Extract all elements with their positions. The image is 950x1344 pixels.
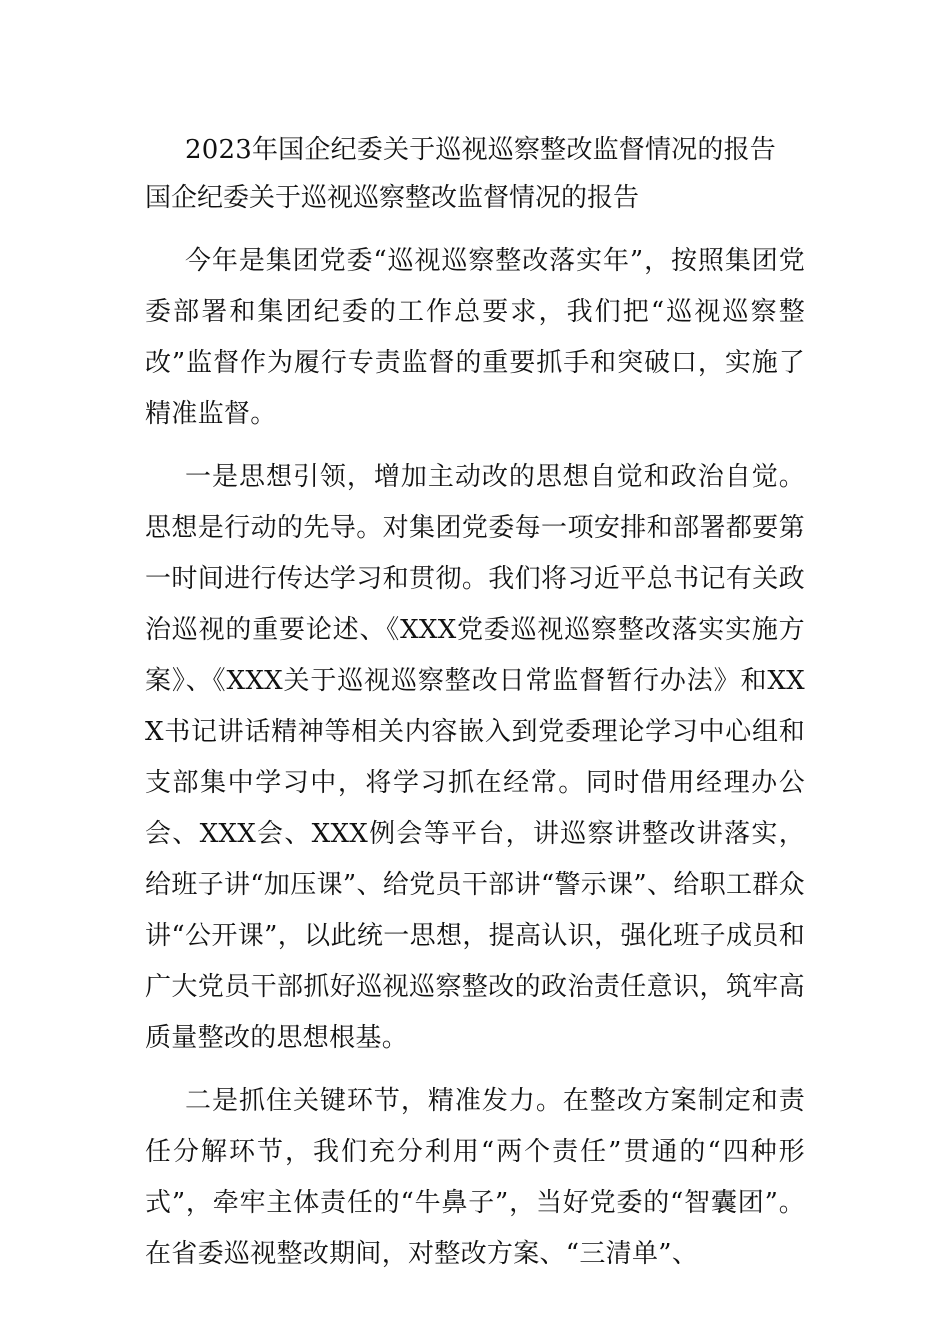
document-body [145,126,805,1280]
paragraph-point-one: 一是思想引领，增加主动改的思想自觉和政治自觉。思想是行动的先导。对集团党委每一项安排和部署都要第一时间进行传达学习和贯彻。我们将习近平总书记有关政治巡视的重要论述、《XXX党委巡视巡察整改落实实施方案》、《XXX关于巡视巡察整改日常监督暂行办法》和XXX书记讲话精神等相关内容嵌入到党委理论学习中心组和支部集中学习中，将学习抓在经常。同时借用经理办公会、XXX会、XXX例会等平台，讲巡察讲整改讲落实，给班子讲“加压课”、给党员干部讲“警示课”、给职工群众讲“公开课”，以此统一思想，提高认识，强化班子成员和广大党员干部抓好巡视巡察整改的政治责任意识，筑牢高质量整改的思想根基。 [145,462,805,1053]
document-subtitle: 国企纪委关于巡视巡察整改监督情况的报告 [145,183,640,213]
paragraph-intro: 今年是集团党委“巡视巡察整改落实年”，按照集团党委部署和集团纪委的工作总要求，我们把“巡视巡察整改”监督作为履行专责监督的重要抓手和突破口，实施了精准监督。 [145,246,805,429]
paragraph-point-two: 二是抓住关键环节，精准发力。在整改方案制定和责任分解环节，我们充分利用“两个责任”贯通的“四种形式”，牵牢主体责任的“牛鼻子”，当好党委的“智囊团”。在省委巡视整改期间，对整改方案、“三清单”、 [145,1086,805,1269]
document-title: 2023年国企纪委关于巡视巡察整改监督情况的报告 [185,135,776,165]
